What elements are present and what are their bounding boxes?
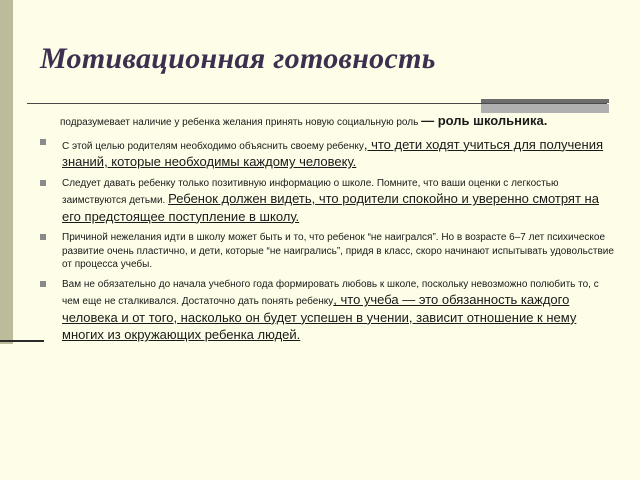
slide-body — [40, 112, 615, 350]
bullet-square-icon — [40, 180, 46, 186]
bullet-square-icon — [40, 139, 46, 145]
bullet-emphasis: , что дети ходят учиться для получения знаний, которые необходимы каждому человеку. — [62, 136, 604, 170]
bullet-emphasis: . — [149, 259, 153, 271]
bullet-item — [40, 231, 615, 272]
bullet-text: Причиной нежелания идти в школу может быть и то, что ребенок “не наигрался”. Но в возрасте 6–7 лет психическое развитие очень пластично, и дети, которые “не наигрались”, придя в класс, скоро начинают испытывать удовольствие от процесса учебы — [62, 232, 614, 271]
lead-paragraph — [40, 112, 615, 130]
bullet-square-icon — [40, 281, 46, 287]
decorative-left-mark — [0, 340, 44, 342]
bullet-item — [40, 136, 615, 171]
decorative-left-bar-lower — [0, 344, 13, 480]
slide-title: Мотивационная готовность — [40, 42, 436, 75]
bullet-emphasis: Ребенок должен видеть, что родители спокойно и уверенно смотрят на его предстоящее поступление в школу. — [62, 191, 599, 224]
bullet-text: С этой целью родителям необходимо объяснить своему ребенку — [62, 140, 364, 152]
divider-accent-dark — [481, 99, 609, 103]
bullet-square-icon — [40, 234, 46, 240]
bullet-text: Следует давать ребенку только позитивную информацию о школе. Помните, что ваши оценки с легкостью заимствуются детьми. — [62, 177, 559, 207]
bullet-item — [40, 278, 615, 344]
bullet-emphasis: , что учеба — это обязанность каждого человека и от того, насколько он будет успешен в учении, зависит отношение к нему многих из окружающих ребенка людей. — [62, 292, 577, 343]
lead-text: подразумевает наличие у ребенка желания принять новую социальную роль — [60, 117, 422, 128]
bullet-item — [40, 177, 615, 226]
bullet-text: Вам не обязательно до начала учебного года формировать любовь к школе, поскольку невозможно полюбить то, с чем еще не сталкивался. Достаточно дать понять ребенку — [62, 278, 599, 308]
lead-emphasis: — роль школьника. — [421, 113, 548, 128]
decorative-left-bar — [0, 0, 13, 344]
